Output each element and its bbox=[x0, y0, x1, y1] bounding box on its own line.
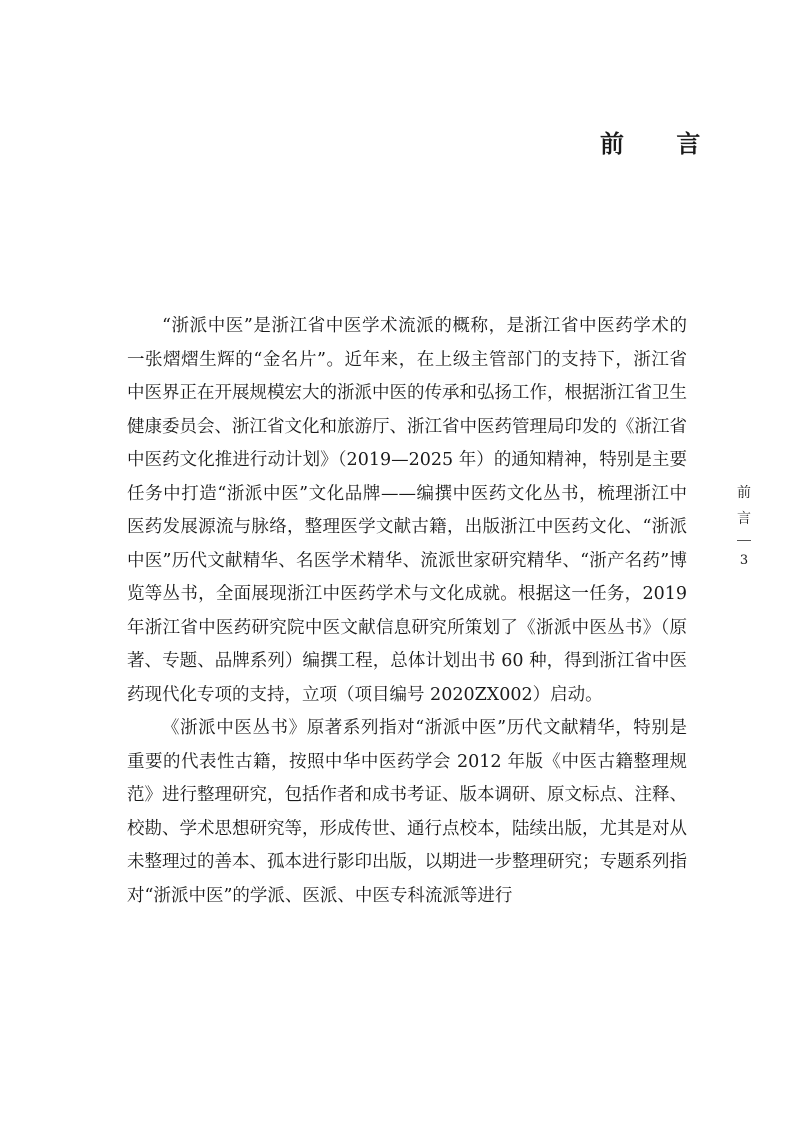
running-header bbox=[733, 480, 755, 571]
page-title: 前 言 bbox=[600, 129, 723, 158]
paragraph-2: 《浙派中医丛书》原著系列指对“浙派中医”历代文献精华，特别是重要的代表性古籍，按照中华中医药学会 2012 年版《中医古籍整理规范》进行整理研究，包括作者和成书考证、版本调研、原文标点、注释、校勘、学术思想研究等，形成传世、通行点校本，陆续出版，尤其是对从未整理过的善本、孤本进行影印出版，以期进一步整理研究；专题系列指对“浙派中医”的学派、医派、中医专科流派等进行 bbox=[127, 718, 687, 906]
body-text bbox=[127, 310, 687, 913]
paragraph-1: “浙派中医”是浙江省中医学术流派的概称，是浙江省中医药学术的一张熠熠生辉的“金名片”。近年来，在上级主管部门的支持下，浙江省中医界正在开展规模宏大的浙派中医的传承和弘扬工作，根据浙江省卫生健康委员会、浙江省文化和旅游厅、浙江省中医药管理局印发的《浙江省中医药文化推进行动计划》（2019—2025 年）的通知精神，特别是主要任务中打造“浙派中医”文化品牌——编撰中医药文化丛书，梳理浙江中医药发展源流与脉络，整理医学文献古籍，出版浙江中医药文化、“浙派中医”历代文献精华、名医学术精华、流派世家研究精华、“浙产名药”博览等丛书，全面展现浙江中医药学术与文化成就。根据这一任务，2019 年浙江省中医药研究院中医文献信息研究所策划了《浙派中医丛书》（原著、专题、品牌系列）编撰工程，总体计划出书 60 种，得到浙江省中医药现代化专项的支持，立项（项目编号 2020ZX002）启动。 bbox=[127, 316, 687, 705]
page-number: 3 bbox=[739, 553, 749, 568]
running-header-char-2: 言 bbox=[737, 511, 751, 527]
running-header-divider bbox=[737, 540, 751, 541]
running-header-char-1: 前 bbox=[737, 485, 751, 501]
